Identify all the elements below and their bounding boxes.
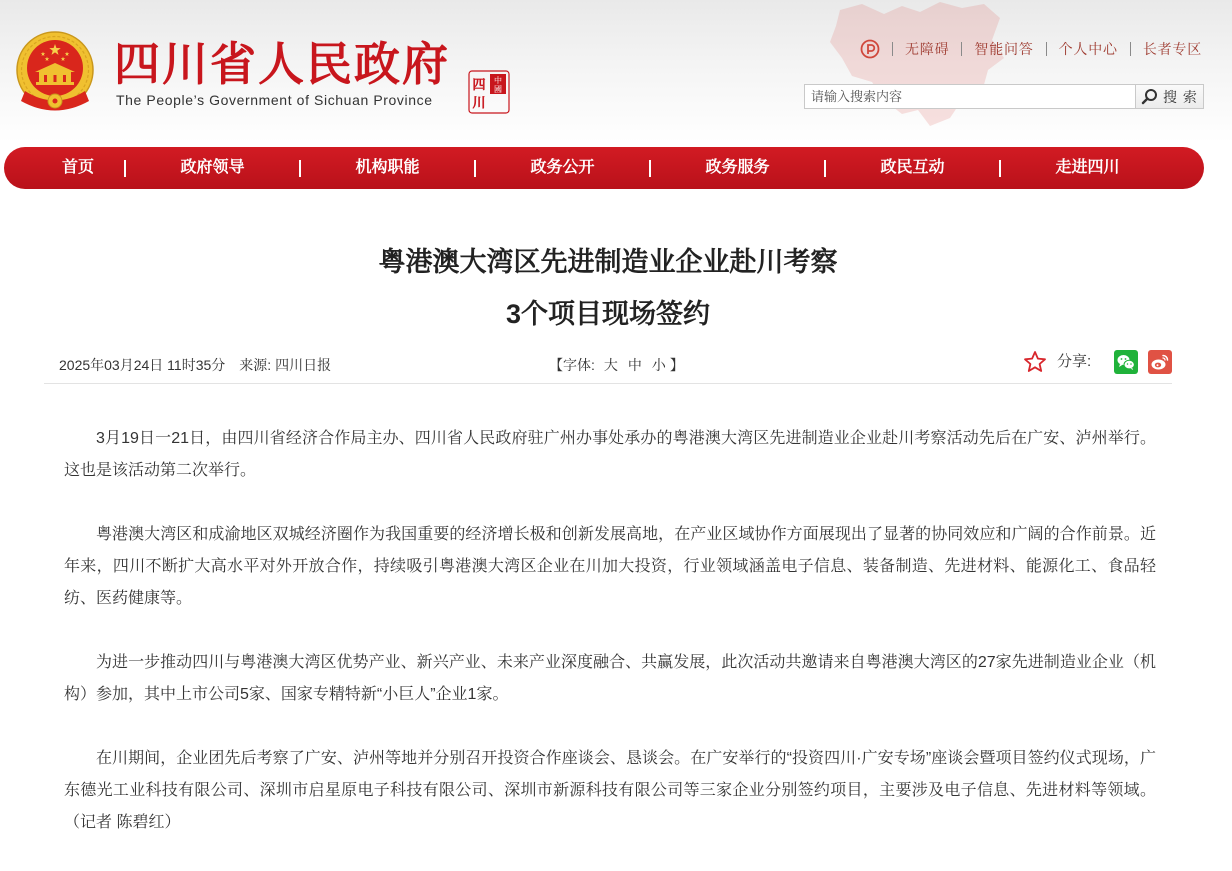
national-emblem-icon bbox=[15, 30, 95, 112]
article-body bbox=[64, 423, 1156, 871]
search-input[interactable] bbox=[804, 84, 1136, 109]
font-size-bracket: 】 bbox=[669, 357, 684, 373]
seal-char: 中 bbox=[494, 76, 502, 85]
site-title: 四川省人民政府 bbox=[114, 38, 450, 90]
article-source: 来源: 四川日报 bbox=[239, 357, 332, 373]
nav-item-interaction[interactable]: 政民互动 bbox=[880, 159, 945, 176]
nav-item-government-leaders[interactable]: 政府领导 bbox=[180, 159, 245, 176]
sichuan-map-icon bbox=[822, 0, 1012, 132]
star-icon[interactable] bbox=[1023, 350, 1047, 374]
nav-item-government-affairs[interactable]: 政务公开 bbox=[530, 159, 595, 176]
seal-char: 四 bbox=[472, 78, 486, 93]
font-size-control bbox=[549, 356, 684, 374]
meta-divider bbox=[44, 383, 1172, 384]
service-logo-icon[interactable] bbox=[860, 39, 880, 59]
top-link-separator bbox=[1046, 42, 1047, 56]
seal-char: 國 bbox=[494, 85, 502, 94]
search-icon bbox=[1141, 88, 1158, 105]
wechat-icon[interactable] bbox=[1114, 350, 1138, 374]
smart-qa-link[interactable]: 智能问答 bbox=[974, 41, 1034, 57]
nav-item-institutions[interactable]: 机构职能 bbox=[355, 159, 420, 176]
top-link-separator bbox=[1130, 42, 1131, 56]
search-button[interactable] bbox=[1135, 84, 1204, 109]
article-paragraph: 粤港澳大湾区和成渝地区双城经济圈作为我国重要的经济增长极和创新发展高地，在产业区域协作方面展现出了显著的协同效应和广阔的合作前景。近年来，四川不断扩大高水平对外开放合作，持续吸引粤港澳大湾区企业在川加大投资，行业领域涵盖电子信息、装备制造、先进材料、能源化工、食品轻纺、医药健康等。 bbox=[64, 526, 1156, 607]
font-size-small-button[interactable]: 小 bbox=[651, 357, 666, 373]
article-meta bbox=[59, 356, 331, 374]
site-subtitle: The People’s Government of Sichuan Province bbox=[116, 92, 433, 108]
nav-item-government-services[interactable]: 政务服务 bbox=[705, 159, 770, 176]
seal-logo-icon bbox=[468, 70, 510, 114]
accessibility-link[interactable]: 无障碍 bbox=[905, 41, 950, 57]
weibo-icon[interactable] bbox=[1148, 350, 1172, 374]
font-size-large-button[interactable]: 大 bbox=[603, 357, 618, 373]
article-title bbox=[44, 236, 1172, 340]
font-size-label: 【字体: bbox=[549, 357, 595, 373]
article-paragraph: 在川期间，企业团先后考察了广安、泸州等地并分别召开投资合作座谈会、恳谈会。在广安举行的“投资四川·广安专场”座谈会暨项目签约仪式现场，广东德光工业科技有限公司、深圳市启星原电子科技有限公司、深圳市新源科技有限公司等三家企业分别签约项目，主要涉及电子信息、先进材料等领域。（记者 陈碧红） bbox=[64, 750, 1156, 831]
personal-center-link[interactable]: 个人中心 bbox=[1058, 41, 1118, 57]
search-button-label: 搜 索 bbox=[1163, 88, 1198, 105]
font-size-medium-button[interactable]: 中 bbox=[627, 357, 642, 373]
seal-char: 川 bbox=[472, 96, 486, 111]
elderly-zone-link[interactable]: 长者专区 bbox=[1142, 41, 1203, 57]
top-link-separator bbox=[961, 42, 962, 56]
article-paragraph: 为进一步推动四川与粤港澳大湾区优势产业、新兴产业、未来产业深度融合、共赢发展，此次活动共邀请来自粤港澳大湾区的27家先进制造业企业（机构）参加，其中上市公司5家、国家专精特新“小巨人”企业1家。 bbox=[64, 654, 1156, 703]
main-nav bbox=[4, 147, 1204, 189]
nav-item-home[interactable]: 首页 bbox=[61, 159, 94, 176]
nav-item-about-sichuan[interactable]: 走进四川 bbox=[1055, 159, 1120, 176]
article-paragraph: 3月19日一21日，由四川省经济合作局主办、四川省人民政府驻广州办事处承办的粤港澳大湾区先进制造业企业赴川考察活动先后在广安、泸州举行。这也是该活动第二次举行。 bbox=[64, 430, 1156, 479]
share-label: 分享: bbox=[1057, 353, 1092, 370]
article-title-line: 粤港澳大湾区先进制造业企业赴川考察 bbox=[378, 247, 838, 277]
article-title-line: 3个项目现场签约 bbox=[505, 299, 711, 329]
publish-date: 2025年03月24日 11时35分 bbox=[59, 357, 226, 373]
top-links bbox=[860, 38, 1202, 60]
top-link-separator bbox=[892, 42, 893, 56]
